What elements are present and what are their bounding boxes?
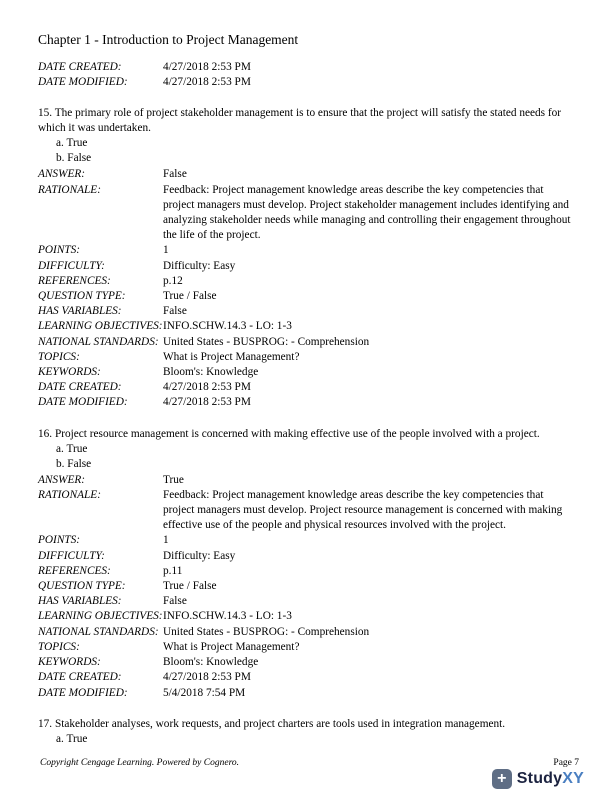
field-value: 5/4/2018 7:54 PM	[163, 686, 246, 699]
field-row	[38, 488, 577, 534]
questions-section	[38, 106, 577, 746]
answer-choice: a. True	[56, 137, 88, 150]
field-row	[38, 183, 577, 244]
field-value: True / False	[163, 290, 217, 303]
field-value: INFO.SCHW.14.3 - LO: 1-3	[163, 320, 292, 333]
choices	[38, 732, 577, 747]
field-label: DATE CREATED:	[38, 671, 122, 684]
field-label: HAS VARIABLES:	[38, 305, 122, 318]
field-value: False	[163, 595, 187, 608]
field-value: Feedback: Project management knowledge areas describe the key competencies that project managers must develop. Project stakeholder management includes identifying and analyzing stakeholder needs while managing and controlling their engagement throughout the life of the project.	[163, 183, 571, 242]
field-value: False	[163, 168, 187, 181]
field-row	[38, 670, 577, 685]
field-value: United States - BUSPROG: - Comprehension	[163, 335, 370, 348]
field-label: DIFFICULTY:	[38, 549, 105, 562]
plus-icon: +	[492, 769, 512, 789]
field-row	[38, 350, 577, 365]
field-label: DATE MODIFIED:	[38, 76, 128, 89]
field-value: False	[163, 305, 187, 318]
question-fields	[38, 167, 577, 410]
question-text: 17. Stakeholder analyses, work requests, and project charters are tools used in integration management.	[38, 717, 506, 730]
field-row	[38, 655, 577, 670]
field-value: 1	[163, 244, 169, 257]
field-label: DIFFICULTY:	[38, 259, 105, 272]
field-label: POINTS:	[38, 244, 81, 257]
field-value: 4/27/2018 2:53 PM	[163, 671, 251, 684]
field-label: RATIONALE:	[38, 183, 101, 196]
field-value: United States - BUSPROG: - Comprehension	[163, 625, 370, 638]
field-label: HAS VARIABLES:	[38, 595, 122, 608]
field-label: ANSWER:	[38, 168, 86, 181]
field-value: Bloom's: Knowledge	[163, 366, 259, 379]
question-block	[38, 717, 577, 747]
field-label: TOPICS:	[38, 640, 80, 653]
field-value: 4/27/2018 2:53 PM	[163, 76, 251, 89]
page-number: Page 7	[553, 758, 579, 768]
field-label: DATE CREATED:	[38, 61, 122, 73]
field-row	[38, 594, 577, 609]
field-value: Feedback: Project management knowledge areas describe the key competencies that project managers must develop. Project resource management is concerned with making effective use of the people and physical resources involved with the project.	[163, 488, 563, 532]
field-label: POINTS:	[38, 534, 81, 547]
field-row	[38, 319, 577, 334]
field-label: DATE MODIFIED:	[38, 396, 128, 409]
field-label: REFERENCES:	[38, 274, 111, 287]
page-footer	[40, 757, 579, 769]
field-label: LEARNING OBJECTIVES:	[38, 610, 163, 623]
field-value: 4/27/2018 2:53 PM	[163, 61, 251, 73]
field-row	[38, 259, 577, 274]
field-label: RATIONALE:	[38, 488, 101, 501]
field-row	[38, 304, 577, 319]
field-value: True / False	[163, 580, 217, 593]
field-row	[38, 243, 577, 258]
field-label: QUESTION TYPE:	[38, 580, 126, 593]
question-text: 16. Project resource management is concerned with making effective use of the people involved with a project.	[38, 427, 540, 440]
field-label: DATE CREATED:	[38, 381, 122, 394]
answer-choice: b. False	[56, 457, 92, 470]
field-label: NATIONAL STANDARDS:	[38, 335, 159, 348]
field-row	[38, 533, 577, 548]
field-row	[38, 625, 577, 640]
page-title: Chapter 1 - Introduction to Project Management	[38, 32, 299, 47]
field-label: DATE MODIFIED:	[38, 686, 128, 699]
field-row	[38, 549, 577, 564]
brand-xy: XY	[562, 770, 584, 787]
field-row	[38, 473, 577, 488]
field-row	[38, 274, 577, 289]
field-value: 4/27/2018 2:53 PM	[163, 396, 251, 409]
header-fields	[38, 60, 577, 90]
field-row	[38, 395, 577, 410]
answer-choice: a. True	[56, 732, 88, 745]
field-value: What is Project Management?	[163, 350, 300, 363]
field-row	[38, 564, 577, 579]
studyxy-logo	[492, 769, 584, 789]
choices	[38, 136, 577, 166]
field-label: KEYWORDS:	[38, 366, 101, 379]
field-label: KEYWORDS:	[38, 656, 101, 669]
field-row	[38, 60, 577, 75]
field-row	[38, 365, 577, 380]
choices	[38, 442, 577, 472]
field-value: 1	[163, 534, 169, 547]
field-value: Bloom's: Knowledge	[163, 656, 259, 669]
field-label: ANSWER:	[38, 473, 86, 486]
field-value: What is Project Management?	[163, 640, 300, 653]
field-row	[38, 335, 577, 350]
field-label: NATIONAL STANDARDS:	[38, 625, 159, 638]
question-text: 15. The primary role of project stakeholder management is to ensure that the project will satisfy the stated needs for which it was undertaken.	[38, 107, 562, 135]
brand-study: Study	[516, 770, 563, 787]
question-fields	[38, 473, 577, 701]
field-value: p.12	[163, 274, 183, 287]
field-row	[38, 686, 577, 701]
field-row	[38, 75, 577, 90]
copyright-text: Copyright Cengage Learning. Powered by Cognero.	[40, 758, 240, 768]
field-value: p.11	[163, 564, 183, 577]
field-value: True	[163, 473, 184, 486]
field-label: TOPICS:	[38, 350, 80, 363]
field-row	[38, 380, 577, 395]
field-row	[38, 167, 577, 182]
field-label: LEARNING OBJECTIVES:	[38, 320, 163, 333]
field-row	[38, 579, 577, 594]
field-value: Difficulty: Easy	[163, 259, 236, 272]
field-row	[38, 609, 577, 624]
field-value: Difficulty: Easy	[163, 549, 236, 562]
question-block	[38, 106, 577, 410]
field-label: QUESTION TYPE:	[38, 290, 126, 303]
answer-choice: b. False	[56, 152, 92, 165]
field-row	[38, 640, 577, 655]
answer-choice: a. True	[56, 442, 88, 455]
field-label: REFERENCES:	[38, 564, 111, 577]
field-row	[38, 289, 577, 304]
brand-text	[517, 770, 584, 788]
field-value: INFO.SCHW.14.3 - LO: 1-3	[163, 610, 292, 623]
field-value: 4/27/2018 2:53 PM	[163, 381, 251, 394]
question-block	[38, 427, 577, 701]
